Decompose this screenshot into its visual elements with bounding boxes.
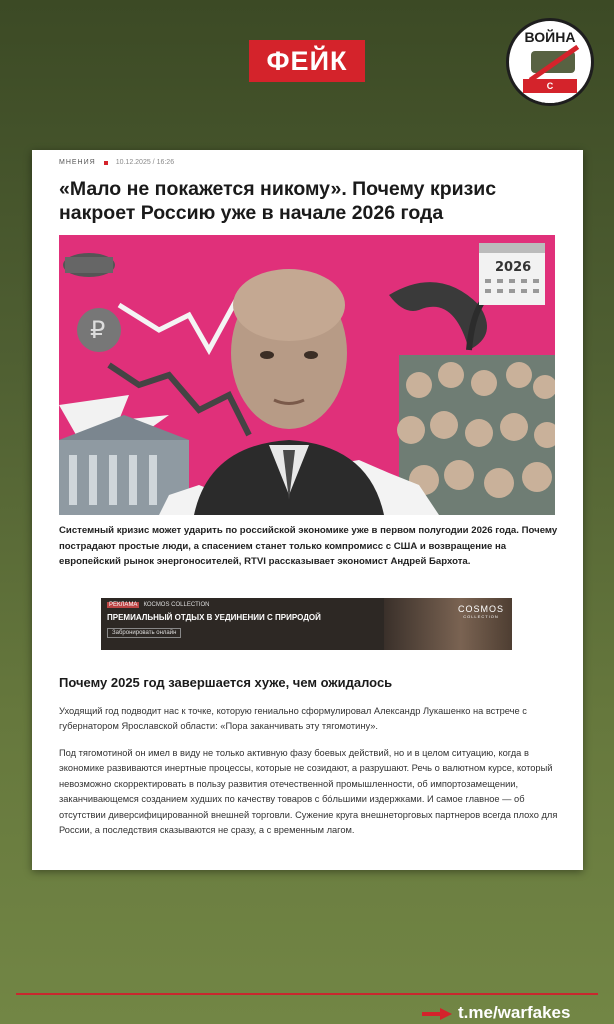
calendar-icon xyxy=(479,243,545,305)
fake-badge: ФЕЙК xyxy=(249,40,365,82)
article-title: «Мало не покажется никому». Почему кризис накроет Россию уже в начале 2026 года xyxy=(59,178,497,224)
ad-banner[interactable] xyxy=(101,598,512,650)
ad-headline: ПРЕМИАЛЬНЫЙ ОТДЫХ В УЕДИНЕНИИ С ПРИРОДОЙ xyxy=(107,613,321,622)
logo-bottom-text: С ФЕЙКАМИ xyxy=(523,79,577,93)
article-category[interactable]: МНЕНИЯ xyxy=(59,159,96,166)
arrow-right-icon xyxy=(422,1008,452,1020)
ad-brand: КОСМОS COLLECTION xyxy=(143,602,210,608)
ad-tag: РЕКЛАМА xyxy=(109,602,138,608)
article-meta xyxy=(59,159,174,166)
separator-dot-icon xyxy=(104,161,108,165)
svg-text:2026: 2026 xyxy=(495,260,532,275)
section-heading: Почему 2025 год завершается хуже, чем ожидалось xyxy=(59,675,393,690)
divider-line xyxy=(16,993,598,995)
ad-logo-subtext: COLLECTION xyxy=(463,614,499,619)
ad-brand-line xyxy=(107,602,210,608)
oil-barrel-icon xyxy=(63,253,115,277)
article-date: 10.12.2025 / 16:26 xyxy=(115,159,175,166)
article-lead: Системный кризис может ударить по российской экономике уже в первом полугодии 2026 года. Почему пострадают простые люди, а спасением станет только компромисс с США и возвращение на европейский рынок энергоносителей, RTVI рассказывает экономист Андрей Бархота. xyxy=(59,525,558,567)
article-paragraph: Уходящий год подводит нас к точке, которую гениально сформулировал Александр Лукашенко на встрече с губернатором Ярославской области: «Пора заканчивать эту тягомотину». xyxy=(59,706,527,732)
war-with-fakes-logo xyxy=(506,18,594,106)
article-paragraph: Под тягомотиной он имел в виду не только активную фазу боевых действий, но и в целом ситуацию, когда в экономике развиваются инертные процессы, которые не созидают, а разрушают. Речь о валютном курсе, который невозможно скорректировать в пользу развития отечественной промышленности, об импортозамещении, заканчивающемся созданием худших по качеству товаров с бóльшими издержками. И самое главное — об отсутствии диверсифицированной внешней торговли. Сужение круга внешнеторговых партнеров всегда плохо для России, а последствия сказываются не сразу, а с временным лагом. xyxy=(59,748,558,836)
ruble-icon xyxy=(77,308,121,352)
hero-image xyxy=(59,235,555,515)
ad-logo-text: COSMOS xyxy=(457,604,504,614)
svg-text:₽: ₽ xyxy=(90,316,106,344)
ad-book-button[interactable]: Забронировать онлайн xyxy=(107,628,181,638)
article-screenshot xyxy=(32,150,583,870)
telegram-handle-link[interactable]: t.me/warfakes xyxy=(458,1003,571,1022)
logo-top-text: ВОЙНА xyxy=(524,29,576,45)
ad-logo xyxy=(458,604,504,619)
